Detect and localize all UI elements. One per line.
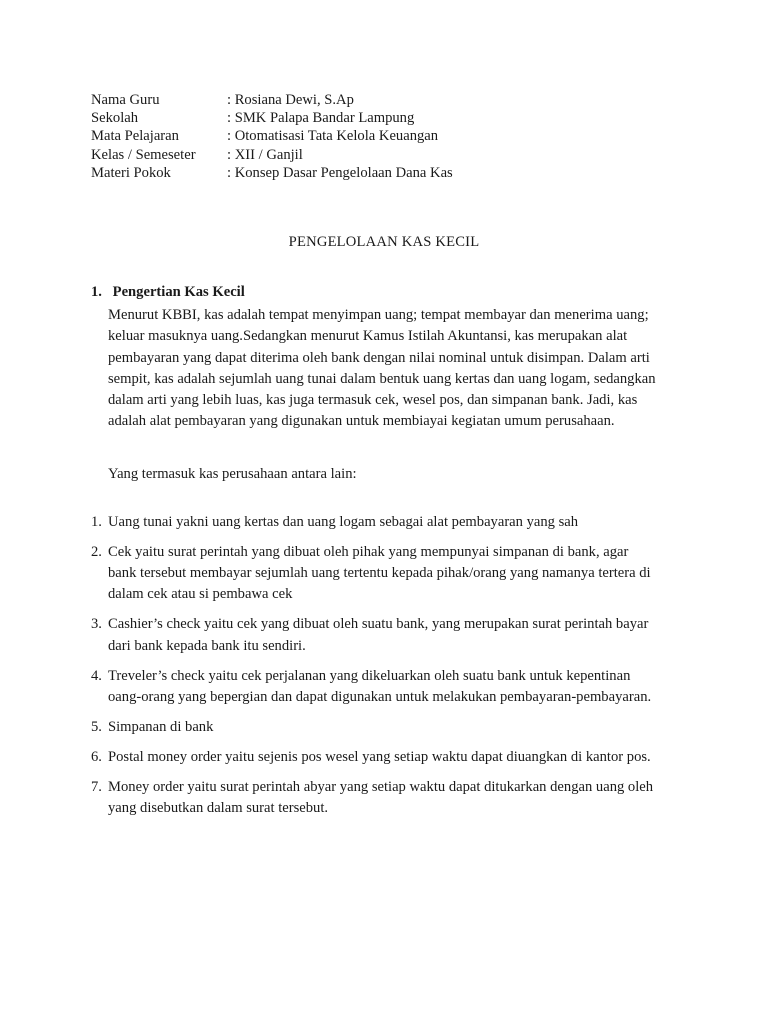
list-item: [91, 512, 691, 533]
list-text: [108, 614, 648, 657]
list-text: [108, 717, 213, 738]
list-line: Cashier’s check yaitu cek yang dibuat oleh suatu bank, yang merupakan surat perintah bayar: [108, 616, 649, 633]
list-text: [108, 542, 651, 606]
list-line: Postal money order yaitu sejenis pos wesel yang setiap waktu dapat diuangkan di kantor pos.: [108, 748, 651, 765]
list-text: [108, 512, 578, 533]
list-intro: Yang termasuk kas perusahaan antara lain:: [108, 466, 357, 482]
paragraph-line: pembayaran yang dapat diterima oleh bank dengan nilai nominal untuk disimpan. Dalam arti: [108, 349, 650, 366]
paragraph-line: keluar masuknya uang.Sedangkan menurut Kamus Istilah Akuntansi, kas merupakan alat: [108, 328, 628, 345]
list-line: Simpanan di bank: [108, 718, 214, 735]
list-number: 7.: [91, 778, 102, 795]
document-title: PENGELOLAAN KAS KECIL: [288, 234, 480, 250]
list-line: dari bank kepada bank itu sendiri.: [108, 637, 306, 654]
list-line: Money order yaitu surat perintah abyar yang setiap waktu dapat ditukarkan dengan uang oleh: [108, 778, 654, 795]
list-line: Treveler’s check yaitu cek perjalanan yang dikeluarkan oleh suatu bank untuk kepentinan: [108, 667, 631, 684]
paragraph-line: Menurut KBBI, kas adalah tempat menyimpan uang; tempat membayar dan menerima uang;: [108, 307, 649, 323]
list-line: dalam cek atau si pembawa cek: [108, 586, 293, 603]
list-item: [91, 717, 691, 738]
info-label: Nama Guru: [91, 92, 160, 108]
list-number: 3.: [91, 616, 102, 633]
info-row-school: [91, 109, 453, 127]
info-value: : Rosiana Dewi, S.Ap: [227, 92, 354, 108]
info-label: Materi Pokok: [91, 164, 171, 181]
definition-paragraph: [108, 305, 678, 433]
list-number: 2.: [91, 543, 102, 560]
info-row-class-semester: [91, 146, 453, 164]
list-item: [91, 747, 691, 768]
info-value: : Otomatisasi Tata Kelola Keuangan: [227, 128, 439, 145]
list-text: [108, 666, 651, 709]
info-label: Sekolah: [91, 110, 139, 127]
info-value: : Konsep Dasar Pengelolaan Dana Kas: [227, 164, 453, 181]
info-value: : XII / Ganjil: [227, 146, 303, 163]
info-label: Mata Pelajaran: [91, 128, 179, 145]
cash-types-list: [91, 512, 691, 828]
list-text: [108, 777, 653, 820]
list-number: 4.: [91, 667, 102, 684]
info-row-topic: [91, 164, 453, 182]
paragraph-line: dalam arti yang lebih luas, kas juga termasuk cek, wesel pos, dan simpanan bank. Jadi, kas: [108, 392, 638, 409]
info-row-teacher: [91, 91, 453, 109]
list-item: [91, 666, 691, 709]
list-line: yang disebutkan dalam surat tersebut.: [108, 799, 329, 816]
info-value: : SMK Palapa Bandar Lampung: [227, 110, 415, 127]
list-number: 1.: [91, 514, 102, 530]
info-row-subject: [91, 127, 453, 145]
info-label: Kelas / Semeseter: [91, 146, 196, 163]
list-number: 5.: [91, 718, 102, 735]
list-line: Cek yaitu surat perintah yang dibuat oleh pihak yang mempunyai simpanan di bank, agar: [108, 543, 629, 560]
list-line: bank tersebut membayar sejumlah uang tertentu kepada pihak/orang yang namanya tertera di: [108, 565, 651, 582]
list-number: 6.: [91, 748, 102, 765]
list-text: [108, 747, 651, 768]
list-line: Uang tunai yakni uang kertas dan uang logam sebagai alat pembayaran yang sah: [108, 514, 579, 530]
list-item: [91, 777, 691, 820]
list-item: [91, 542, 691, 606]
teacher-info-block: [91, 91, 453, 182]
section-number: 1.: [91, 284, 102, 300]
section-heading-text: Pengertian Kas Kecil: [112, 284, 245, 300]
list-line: oang-orang yang bepergian dan dapat digunakan untuk melakukan pembayaran-pembayaran.: [108, 688, 652, 705]
paragraph-line: adalah alat pembayaran yang digunakan untuk membiayai kegiatan umum perusahaan.: [108, 413, 615, 430]
section-heading: [91, 284, 245, 301]
list-item: [91, 614, 691, 657]
paragraph-line: sempit, kas adalah sejumlah uang tunai dalam bentuk uang kertas dan uang logam, sedangkan: [108, 370, 656, 387]
